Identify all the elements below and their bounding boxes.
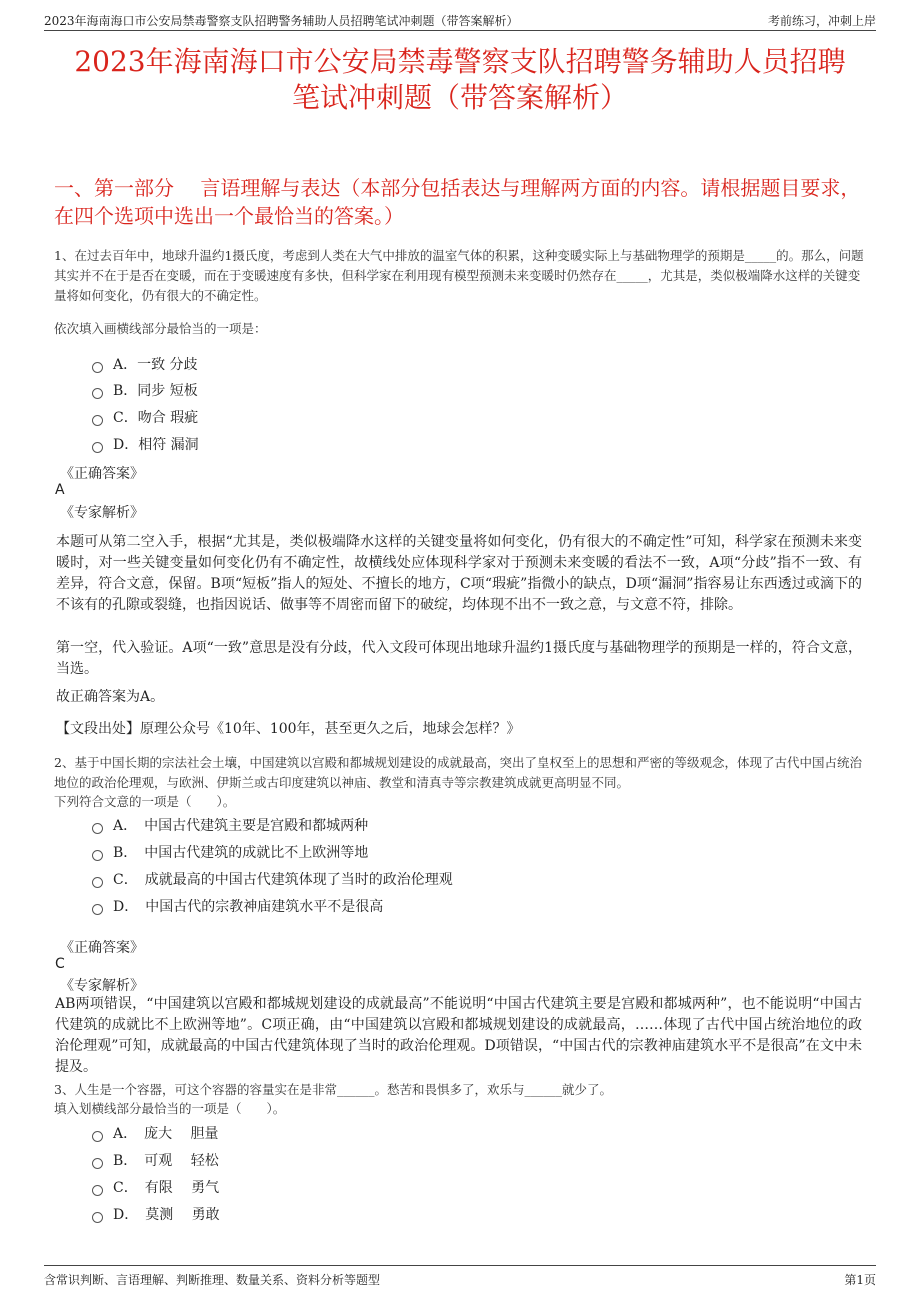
q1-analysis-p2: 第一空，代入验证。A项“一致”意思是没有分歧，代入文段可体现出地球升温约1摄氏度与基础物理学的预期是一样的，符合文意，当选。 [56, 640, 862, 677]
q1-option-a-label: A．一致 分歧 [113, 357, 198, 373]
header-doc-title: 2023年海南海口市公安局禁毒警察支队招聘警务辅助人员招聘笔试冲刺题（带答案解析） [44, 14, 519, 28]
section-heading: 一、第一部分 言语理解与表达（本部分包括表达与理解两方面的内容。请根据题目要求，在四个选项中选出一个最恰当的答案。） [54, 176, 861, 228]
page-title [40, 44, 880, 116]
q1-option-c-label: C．吻合 瑕疵 [113, 410, 199, 426]
q1-option-b-label: B．同步 短板 [113, 383, 198, 399]
q1-analysis-p1: 本题可从第二空入手，根据“尤其是，类似极端降水这样的关键变量将如何变化，仍有很大的不确定性”可知，科学家在预测未来变暖时，对一些关键变量如何变化仍有不确定性，故横线处应体现科学家对于预测未来变暖的看法不一致，A项“分歧”指不一致、有差异，符合文意，保留。B项“短板”指人的短处、不擅长的地方，C项“瑕疵”指微小的缺点，D项“漏洞”指容易让东西透过或滴下的不该有的孔隙或裂缝，也指因说话、做事等不周密而留下的破绽，均体现不出不一致之意，与文意不符，排除。 [56, 534, 862, 613]
q2-option-c[interactable] [92, 869, 453, 889]
q3-option-b-label: B． 可观 轻松 [113, 1153, 219, 1169]
q1-option-b[interactable] [92, 380, 198, 400]
q3-option-a[interactable] [92, 1123, 219, 1143]
q2-answer-tag: 《正确答案》 [60, 940, 144, 956]
q1-option-c[interactable] [92, 407, 198, 427]
q2-prompt: 下列符合文意的一项是（ ）。 [54, 794, 236, 809]
q2-option-d[interactable] [92, 896, 383, 916]
q3-prompt: 填入划横线部分最恰当的一项是（ ）。 [54, 1101, 286, 1116]
q1-answer-tag: 《正确答案》 [60, 466, 144, 482]
title-line-1: 2023年海南海口市公安局禁毒警察支队招聘警务辅助人员招聘 [74, 45, 846, 78]
q3-option-d[interactable] [92, 1204, 220, 1224]
q2-option-a-label: A． 中国古代建筑主要是宫殿和都城两种 [113, 818, 369, 834]
q1-option-d-label: D．相符 漏洞 [113, 437, 199, 453]
q1-answer: A [55, 482, 65, 498]
page-footer [44, 1265, 876, 1286]
radio-icon[interactable] [92, 1131, 103, 1142]
q1-text: 1、在过去百年中，地球升温约1摄氏度，考虑到人类在大气中排放的温室气体的积累，这种变暖实际上与基础物理学的预期是_____的。那么，问题其实并不在于是否在变暖，而在于变暖速度有多快，但科学家在利用现有模型预测未来变暖时仍然存在_____，尤其是，类似极端降水这样的关键变量将如何变化，仍有很大的不确定性。 [54, 248, 864, 303]
radio-icon[interactable] [92, 850, 103, 861]
radio-icon[interactable] [92, 388, 103, 399]
q2-text: 2、基于中国长期的宗法社会土壤，中国建筑以宫殿和都城规划建设的成就最高，突出了皇权至上的思想和严密的等级观念，体现了古代中国占统治地位的政治伦理观，与欧洲、伊斯兰或古印度建筑以神庙、教堂和清真寺等宗教建筑成就更高明显不同。 [54, 755, 862, 790]
radio-icon[interactable] [92, 823, 103, 834]
q2-analysis-tag: 《专家解析》 [60, 978, 144, 994]
q3-option-c-label: C． 有限 勇气 [113, 1180, 220, 1196]
radio-icon[interactable] [92, 415, 103, 426]
q3-option-a-label: A． 庞大 胆量 [113, 1126, 219, 1142]
q1-option-a[interactable] [92, 354, 198, 374]
q1-source: 【文段出处】原理公众号《10年、100年，甚至更久之后，地球会怎样？》 [56, 721, 521, 737]
radio-icon[interactable] [92, 1185, 103, 1196]
page-header [44, 10, 876, 31]
q3-option-b[interactable] [92, 1150, 219, 1170]
footer-topics: 含常识判断、言语理解、判断推理、数量关系、资料分析等题型 [44, 1273, 381, 1287]
q2-option-b[interactable] [92, 842, 368, 862]
q2-answer: C [55, 956, 65, 972]
q1-analysis-p3: 故正确答案为A。 [56, 689, 165, 705]
q2-option-a[interactable] [92, 815, 368, 835]
title-line-2: 笔试冲刺题（带答案解析） [291, 81, 628, 114]
q2-option-c-label: C． 成就最高的中国古代建筑体现了当时的政治伦理观 [113, 872, 453, 888]
radio-icon[interactable] [92, 442, 103, 453]
q3-text: 3、人生是一个容器，可这个容器的容量实在是非常______。愁苦和畏惧多了，欢乐与______就少了。 [54, 1082, 612, 1097]
q1-prompt: 依次填入画横线部分最恰当的一项是： [54, 321, 267, 336]
radio-icon[interactable] [92, 1158, 103, 1169]
q2-option-d-label: D． 中国古代的宗教神庙建筑水平不是很高 [113, 899, 384, 915]
q3-option-c[interactable] [92, 1177, 219, 1197]
q1-option-d[interactable] [92, 434, 199, 454]
radio-icon[interactable] [92, 362, 103, 373]
header-slogan: 考前练习，冲刺上岸 [767, 14, 876, 28]
q3-option-d-label: D． 莫测 勇敢 [113, 1207, 220, 1223]
q2-option-b-label: B． 中国古代建筑的成就比不上欧洲等地 [113, 845, 369, 861]
radio-icon[interactable] [92, 1212, 103, 1223]
radio-icon[interactable] [92, 904, 103, 915]
page-number: 第1页 [844, 1273, 876, 1287]
radio-icon[interactable] [92, 877, 103, 888]
q2-analysis: AB两项错误，“中国建筑以宫殿和都城规划建设的成就最高”不能说明“中国古代建筑主要是宫殿和都城两种”，也不能说明“中国古代建筑的成就比不上欧洲等地”。C项正确，由“中国建筑以宫殿和都城规划建设的成就最高，……体现了古代中国占统治地位的政治伦理观”可知，成就最高的中国古代建筑体现了当时的政治伦理观。D项错误，“中国古代的宗教神庙建筑水平不是很高”在文中未提及。 [55, 996, 862, 1075]
q1-analysis-tag: 《专家解析》 [60, 505, 144, 521]
